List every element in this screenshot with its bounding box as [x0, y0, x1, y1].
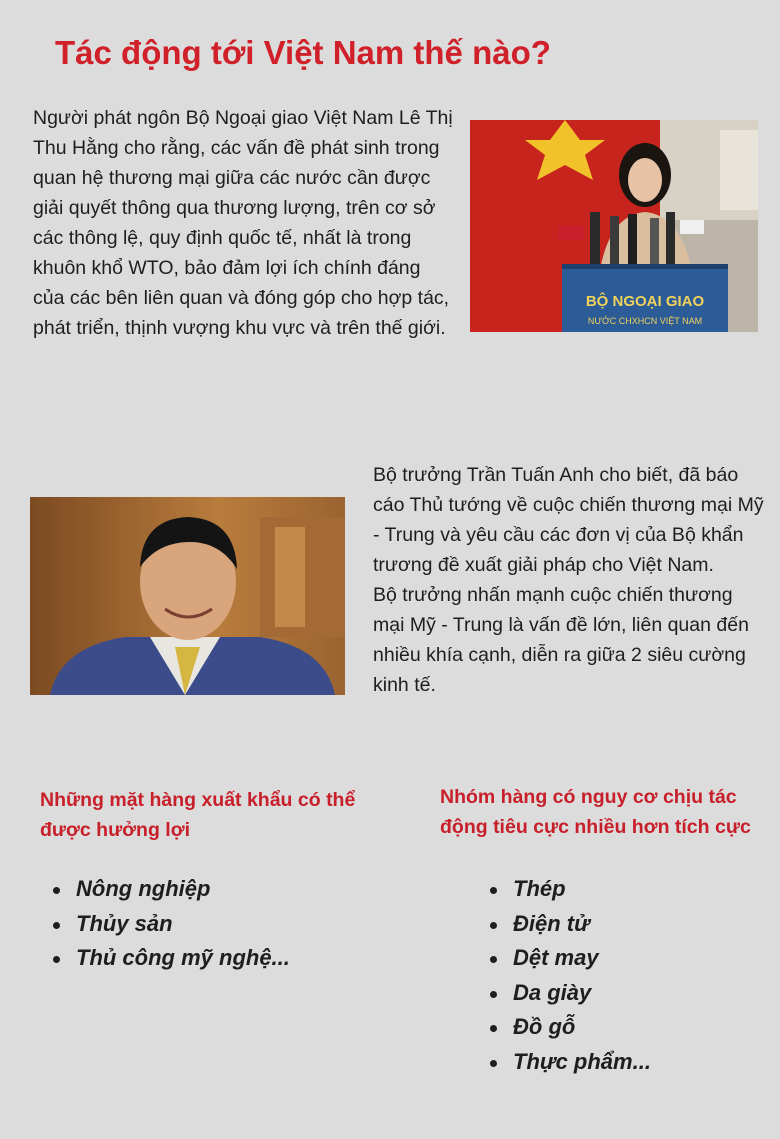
list-item: Thủ công mỹ nghệ... — [50, 941, 290, 976]
benefit-heading: Những mặt hàng xuất khẩu có thể được hưởng lợi — [40, 789, 356, 841]
podium-label-2: NƯỚC CHXHCN VIỆT NAM — [587, 316, 703, 326]
risk-list — [487, 872, 651, 1079]
risk-heading: Nhóm hàng có nguy cơ chịu tác động tiêu cực nhiều hơn tích cực — [440, 786, 751, 838]
list-item: Thép — [487, 872, 651, 907]
list-item: Nông nghiệp — [50, 872, 290, 907]
minister-paragraph — [373, 460, 768, 700]
list-item: Da giày — [487, 976, 651, 1011]
list-item: Dệt may — [487, 941, 651, 976]
minister-paragraph-line-2: Bộ trưởng nhấn mạnh cuộc chiến thương mại Mỹ - Trung là vấn đề lớn, liên quan đến nhiều khía cạnh, diễn ra giữa 2 siêu cường kinh tế. — [373, 584, 749, 696]
podium-label-1: BỘ NGOẠI GIAO — [585, 293, 705, 310]
spokesperson-paragraph: Người phát ngôn Bộ Ngoại giao Việt Nam Lê Thị Thu Hằng cho rằng, các vấn đề phát sinh trong quan hệ thương mại giữa các nước cần được giải quyết thông qua thương lượng, trên cơ sở các thông lệ, quy định quốc tế, nhất là trong khuôn khổ WTO, bảo đảm lợi ích chính đáng của các bên liên quan và đóng góp cho hợp tác, phát triển, thịnh vượng khu vực và trên thế giới. — [33, 107, 453, 339]
benefit-list — [50, 872, 290, 976]
minister-paragraph-line-1: Bộ trưởng Trần Tuấn Anh cho biết, đã báo cáo Thủ tướng về cuộc chiến thương mại Mỹ - Trung và yêu cầu các đơn vị của Bộ khẩn trương đề xuất giải pháp cho Việt Nam. — [373, 464, 764, 576]
list-item: Đồ gỗ — [487, 1010, 651, 1045]
spokesperson-photo — [470, 120, 758, 332]
list-item: Thủy sản — [50, 907, 290, 942]
list-item: Điện tử — [487, 907, 651, 942]
minister-photo — [30, 497, 345, 695]
list-item: Thực phẩm... — [487, 1045, 651, 1080]
page-title: Tác động tới Việt Nam thế nào? — [55, 34, 551, 71]
